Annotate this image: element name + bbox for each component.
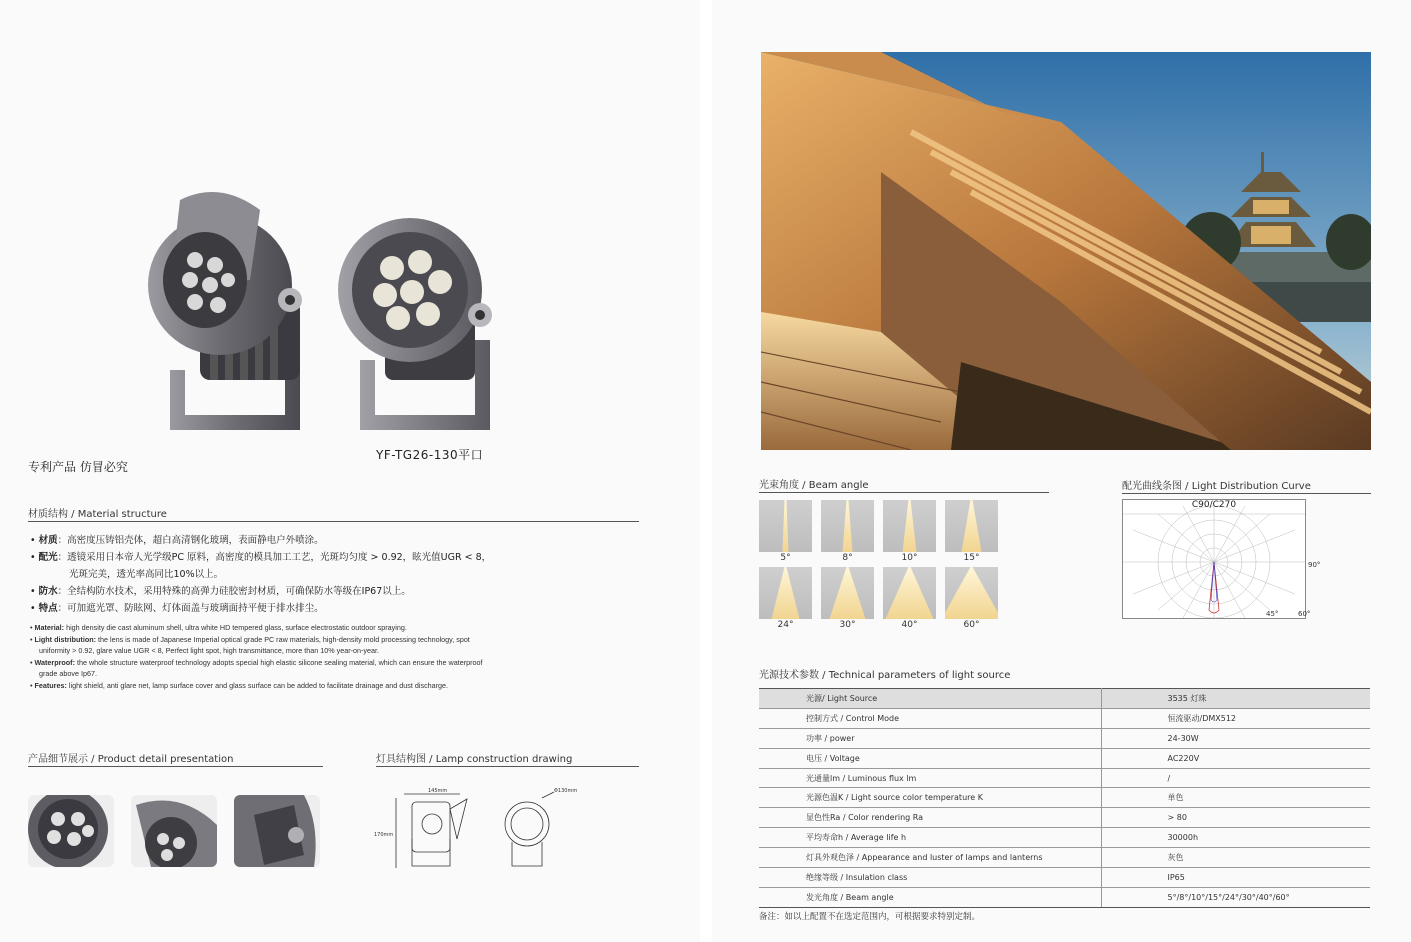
param-value: > 80 <box>1101 808 1370 828</box>
beam-angle-label: 24° <box>777 620 794 630</box>
beam-angle-tile <box>821 567 874 619</box>
param-key: 绝缘等级 / Insulation class <box>759 868 1101 888</box>
table-row <box>759 828 1370 848</box>
section-divider <box>28 766 323 767</box>
product-image-flat <box>330 210 510 440</box>
beam-angle-label: 40° <box>901 620 918 630</box>
detail-image-lens <box>28 795 114 867</box>
param-key: 功率 / power <box>759 728 1101 748</box>
param-key: 控制方式 / Control Mode <box>759 708 1101 728</box>
list-item: • 特点：可加遮光罩、防眩网、灯体面盖与玻璃面持平便于排水排尘。 <box>30 603 324 614</box>
beam-angle-tile <box>945 567 998 619</box>
param-key: 电压 / Voltage <box>759 748 1101 768</box>
param-value: AC220V <box>1101 748 1370 768</box>
drawing-diameter-label: Φ130mm <box>554 788 578 794</box>
table-row <box>759 689 1370 709</box>
tech-params-title: 光源技术参数 / Technical parameters of light source <box>759 670 1011 681</box>
beam-angle-tile <box>821 500 874 552</box>
list-item: • Waterproof: the whole structure waterproof technology adopts special high elastic silicone sealing material, which can ensure the waterproof <box>30 657 483 667</box>
beam-angle-label: 60° <box>963 620 980 630</box>
param-key: 显色性Ra / Color rendering Ra <box>759 808 1101 828</box>
product-detail-title: 产品细节展示 / Product detail presentation <box>28 754 234 765</box>
section-divider <box>759 492 1049 493</box>
ldc-label-bottom-a: 45° <box>1266 610 1279 618</box>
list-item-continuation: 光斑完美，透光率高同比10%以上。 <box>69 569 224 580</box>
param-value: 灰色 <box>1101 848 1370 868</box>
light-distribution-title: 配光曲线条图 / Light Distribution Curve <box>1122 481 1311 492</box>
list-item-continuation: uniformity > 0.92, glare value UGR < 8, Perfect light spot, high transmittance, more than 10% year-on-year. <box>39 646 379 655</box>
table-row <box>759 708 1370 728</box>
list-item: • Features: light shield, anti glare net, lamp surface cover and glass surface can be added to facilitate drainage and dust discharge. <box>30 680 449 690</box>
drawing-width-label: 145mm <box>428 788 448 794</box>
beam-angle-label: 30° <box>839 620 856 630</box>
table-row <box>759 728 1370 748</box>
application-photo <box>761 52 1371 450</box>
table-row <box>759 808 1370 828</box>
model-label: YF-TG26-130平口 <box>376 448 484 462</box>
ldc-header: C90/C270 <box>1191 500 1237 510</box>
section-divider <box>28 521 639 522</box>
table-row <box>759 868 1370 888</box>
material-cn-list <box>30 532 630 617</box>
beam-angle-tile <box>945 500 998 552</box>
param-value: 恒流驱动/DMX512 <box>1101 708 1370 728</box>
beam-angle-label: 8° <box>842 553 853 563</box>
beam-angle-tile <box>883 567 936 619</box>
param-key: 发光角度 / Beam angle <box>759 887 1101 907</box>
ldc-label-bottom-b: 60° <box>1298 610 1311 618</box>
ldc-label-right: 90° <box>1308 561 1321 569</box>
param-key: 光源/ Light Source <box>759 689 1101 709</box>
product-image-with-shield <box>140 180 320 440</box>
footnote: 备注：如以上配置不在选定范围内，可根据要求特别定制。 <box>759 912 981 922</box>
param-value: 30000h <box>1101 828 1370 848</box>
list-item: • Light distribution: the lens is made of Japanese Imperial optical grade PC raw materials, high-density mold processing technology, spot <box>30 634 470 644</box>
table-row <box>759 848 1370 868</box>
list-item-continuation: grade above Ip67. <box>39 669 97 678</box>
material-en-list <box>30 622 600 691</box>
beam-angle-tile <box>759 500 812 552</box>
param-value: 5°/8°/10°/15°/24°/30°/40°/60° <box>1101 887 1370 907</box>
beam-angle-label: 5° <box>780 553 791 563</box>
lamp-construction-title: 灯具结构图 / Lamp construction drawing <box>376 754 573 765</box>
list-item: • 材质：高密度压铸铝壳体，超白高清钢化玻璃，表面静电户外喷涂。 <box>30 535 324 546</box>
beam-angle-label: 10° <box>901 553 918 563</box>
param-value: 3535 灯珠 <box>1101 689 1370 709</box>
table-row <box>759 748 1370 768</box>
param-value: 24-30W <box>1101 728 1370 748</box>
beam-angle-label: 15° <box>963 553 980 563</box>
param-key: 光通量lm / Luminous flux lm <box>759 768 1101 788</box>
tech-params-table <box>759 688 1370 908</box>
light-distribution-curve <box>1122 499 1306 619</box>
param-value: 单色 <box>1101 788 1370 808</box>
param-value: IP65 <box>1101 868 1370 888</box>
lamp-construction-drawing <box>372 784 592 874</box>
param-key: 平均寿命h / Average life h <box>759 828 1101 848</box>
param-value: / <box>1101 768 1370 788</box>
table-row <box>759 887 1370 907</box>
material-structure-title: 材质结构 / Material structure <box>28 509 167 520</box>
list-item: • Material: high density die cast aluminum shell, ultra white HD tempered glass, surface electrostatic outdoor spraying. <box>30 623 407 632</box>
section-divider <box>376 766 639 767</box>
list-item: • 防水：全结构防水技术，采用特殊的高弹力硅胶密封材质，可确保防水等级在IP67以上。 <box>30 586 411 597</box>
table-row <box>759 788 1370 808</box>
beam-angle-title: 光束角度 / Beam angle <box>759 480 869 491</box>
param-key: 灯具外观色泽 / Appearance and luster of lamps and lanterns <box>759 848 1101 868</box>
list-item: • 配光：透镜采用日本帝人光学级PC 原料，高密度的模具加工工艺，光斑均匀度 > 0.92，眩光值UGR < 8， <box>30 552 492 563</box>
table-row <box>759 768 1370 788</box>
patent-notice: 专利产品 仿冒必究 <box>28 460 128 474</box>
detail-image-side <box>234 795 320 867</box>
beam-angle-tile <box>759 567 812 619</box>
section-divider <box>1122 493 1371 494</box>
beam-angle-tile <box>883 500 936 552</box>
param-key: 光源色温K / Light source color temperature K <box>759 788 1101 808</box>
drawing-height-label: 170mm <box>374 832 394 838</box>
detail-image-shield <box>131 795 217 867</box>
